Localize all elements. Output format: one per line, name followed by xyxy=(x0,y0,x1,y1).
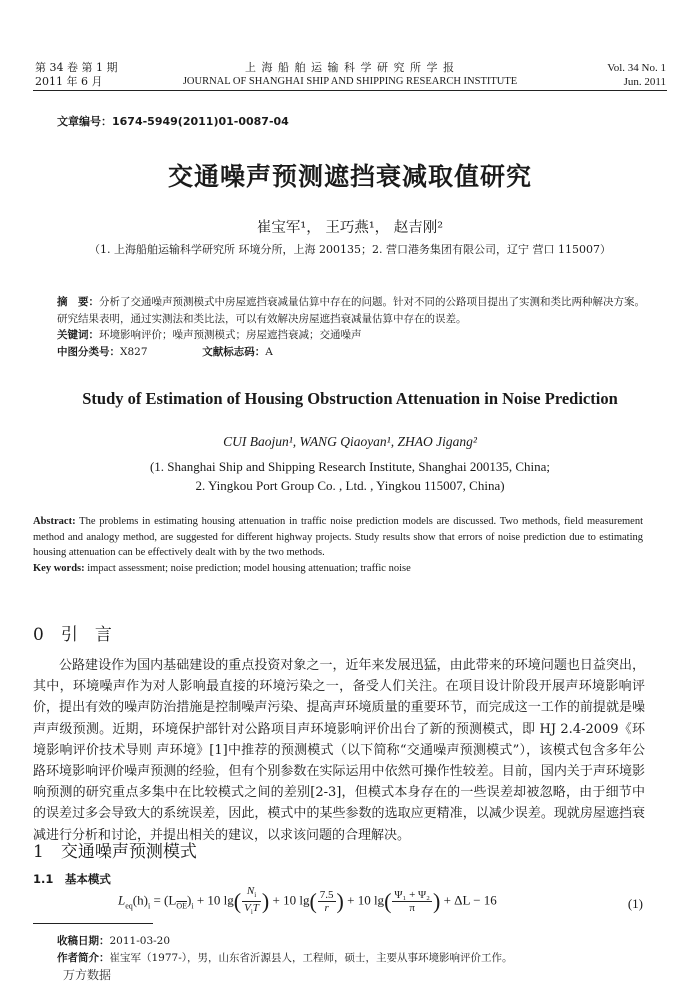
authors-en: CUI Baojun¹, WANG Qiaoyan¹, ZHAO Jigang² xyxy=(223,434,477,449)
equation-1-number: (1) xyxy=(627,896,643,911)
header-date-en: Jun. 2011 xyxy=(623,76,666,88)
affiliation-en-line1: (1. Shanghai Ship and Shipping Research Institute, Shanghai 200135, China; xyxy=(149,459,551,474)
bio-label: 作者简介： xyxy=(57,951,110,964)
section-1-1-heading: 1.1 基本模式 xyxy=(33,872,111,886)
keywords-en: impact assessment; noise prediction; model housing attenuation; traffic noise xyxy=(84,562,411,574)
affiliation-en-line2: 2. Yingkou Port Group Co. , Ltd. , Yingkou 115007, China) xyxy=(195,478,505,493)
title-en: Study of Estimation of Housing Obstruction Attenuation in Noise Prediction xyxy=(82,389,618,408)
section-0-body: 公路建设作为国内基础建设的重点投资对象之一，近年来发展迅猛，由此带来的环境问题也日益突出，其中，环境噪声作为对人影响最直接的环境污染之一，备受人们关注。在项目设计阶段开展声环境影响评价，提出有效的噪声防治措施是控制噪声污染、提高声环境质量的重要环节，而完成这一工作的前提就是噪声声级预测。近期，环境保护部针对公路项目声环境影响评价出台了新的预测模式，即 HJ 2.4-2009《环境影响评价技术导则 声环境》[1]中推荐的预测模式（以下简称“交通噪声预测模式”），该模式包含多年公路环境影响评价噪声预测的经验，但有个别参数在实际运用中依然可操作性较差。目前，国内关于声环境影响预测的研究重点多集中在比较模式之间的差别[2-3]，但模式本身存在的一些误差却被忽略，由于细节中的误差过多会导致大的系统误差，因此，模式中的某些参数的选取应更精准，以减少误差。现就房屋遮挡衰减进行分析和讨论，并提出相关的建议，以求该问题的合理解决。 xyxy=(33,658,645,843)
header-volume-cn: 第 34 卷 第 1 期 xyxy=(35,61,118,74)
section-1-heading: 1 交通噪声预测模式 xyxy=(33,842,197,862)
abstract-cn-label: 摘 要： xyxy=(57,296,99,308)
header-date-cn: 2011 年 6 月 xyxy=(35,75,103,88)
keywords-cn-label: 关键词： xyxy=(57,329,99,341)
header-journal-en: JOURNAL OF SHANGHAI SHIP AND SHIPPING RESEARCH INSTITUTE xyxy=(182,76,518,87)
abstract-en-label: Abstract: xyxy=(33,516,76,527)
received-label: 收稿日期： xyxy=(57,935,110,947)
doc-code-label: 文献标志码： xyxy=(202,345,266,358)
abstract-cn xyxy=(57,294,645,360)
abstract-en-text: The problems in estimating housing attenuation in traffic noise prediction models are discussed. Two methods, field measurement method and analogy method, are suggested for different highway projects. Study results show that errors of noise prediction due to estimating housing attenuation can be effectively dealt with by the two methods. xyxy=(33,516,643,558)
footnote-rule xyxy=(33,923,153,924)
header-rule xyxy=(33,90,667,91)
watermark: 万方数据 xyxy=(63,968,112,982)
affiliation-cn: （1. 上海船舶运输科学研究所 环境分所，上海 200135；2. 营口港务集团有限公司，辽宁 营口 115007） xyxy=(89,243,611,256)
header-journal-cn: 上 海 船 舶 运 输 科 学 研 究 所 学 报 xyxy=(245,61,455,74)
clc-value: X827 xyxy=(120,345,148,358)
author-bio: 崔宝军（1977-），男，山东省沂源县人，工程师，硕士，主要从事环境影响评价工作。 xyxy=(109,951,513,964)
abstract-en xyxy=(33,514,643,576)
article-number: 文章编号：1674-5949(2011)01-0087-04 xyxy=(57,115,289,128)
equation-1: $L_{eq}(h)_i = (L_{\overline{OE}})_i + 10$ lg( $\frac{N_i}{V_iT}$ ) + 10 lg( $\frac{7.5}{r}$ ) + 10 lg( $\frac{\text{Ψ₁ + Ψ₂}}{\pi}$ ) + ΔL − 16 xyxy=(118,885,497,917)
header-volume-en: Vol. 34 No. 1 xyxy=(607,62,666,74)
keywords-en-label: Key words: xyxy=(33,562,85,574)
keywords-cn: 环境影响评价；噪声预测模式；房屋遮挡衰减；交通噪声 xyxy=(99,329,362,341)
section-0-heading: 0 引 言 xyxy=(33,625,112,645)
received-date: 2011-03-20 xyxy=(109,935,171,947)
clc-label: 中图分类号： xyxy=(57,345,120,358)
abstract-cn-text: 分析了交通噪声预测模式中房屋遮挡衰减量估算中存在的问题。针对不同的公路项目提出了实测和类比两种解决方案。研究结果表明，通过实测法和类比法，可以有效解决房屋遮挡衰减量估算中存在的误差。 xyxy=(57,296,645,325)
doc-code-value: A xyxy=(265,345,273,358)
authors-cn: 崔宝军¹， 王巧燕¹， 赵吉刚² xyxy=(256,220,444,236)
footnote xyxy=(57,933,657,966)
title-cn: 交通噪声预测遮挡衰减取值研究 xyxy=(167,162,532,191)
